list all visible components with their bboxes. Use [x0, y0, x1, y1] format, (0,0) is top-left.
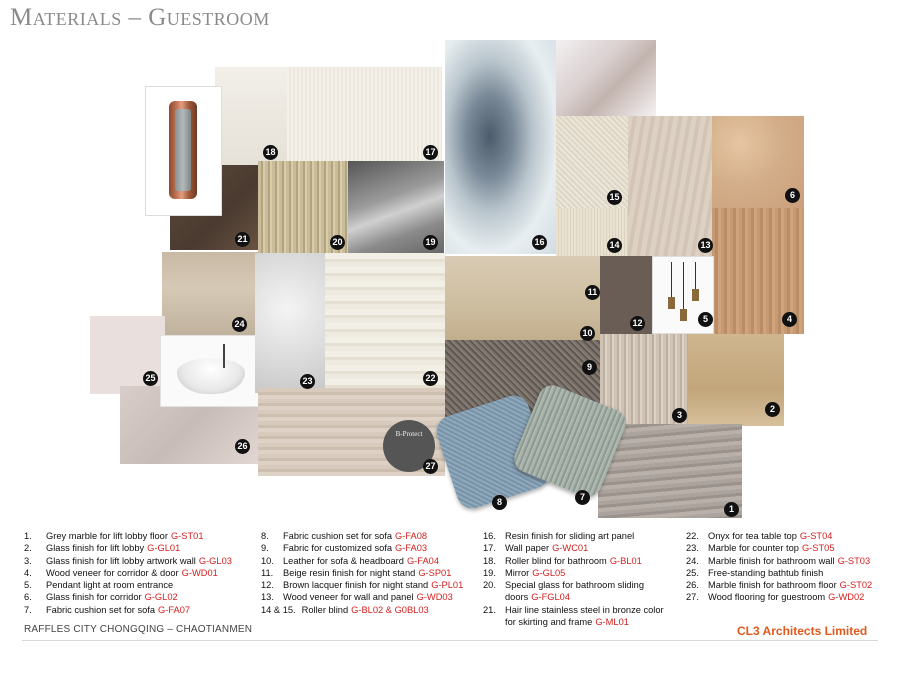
- badge-24: 24: [232, 317, 247, 332]
- image-bronze-frame-sample: [145, 86, 222, 216]
- legend-item: for skirting and frame G-ML01: [505, 617, 629, 628]
- badge-3: 3: [672, 408, 687, 423]
- legend-col-3: [483, 530, 683, 628]
- badge-4: 4: [782, 312, 797, 327]
- legend-item: 25. Free-standing bathtub finish: [686, 567, 824, 578]
- legend-item: 6. Glass finish for corridor G-GL02: [24, 592, 178, 603]
- badge-21: 21: [235, 232, 250, 247]
- legend-item: 2. Glass finish for lift lobby G-GL01: [24, 543, 181, 554]
- legend-item: 26. Marble finish for bathroom floor G-ST02: [686, 580, 873, 591]
- legend-item: 22. Onyx for tea table top G-ST04: [686, 531, 833, 541]
- legend-item: 11. Beige resin finish for night stand G-SP01: [261, 567, 452, 578]
- badge-13: 13: [698, 238, 713, 253]
- badge-25: 25: [143, 371, 158, 386]
- legend-item: 13. Wood veneer for wall and panel G-WD03: [261, 592, 453, 603]
- badge-26: 26: [235, 439, 250, 454]
- b-protect-label: B-Protect: [395, 430, 423, 438]
- legend-item: 20. Special glass for bathroom sliding: [483, 580, 645, 591]
- legend-item: 5. Pendant light at room entrance: [24, 580, 174, 591]
- badge-14: 14: [607, 238, 622, 253]
- legend-col-1: [24, 530, 254, 616]
- legend-item: 1. Grey marble for lift lobby floor G-ST01: [24, 531, 204, 541]
- legend-item: 16. Resin finish for sliding art panel: [483, 531, 635, 541]
- swatch-beige-resin: [600, 256, 655, 334]
- legend-item: 7. Fabric cushion set for sofa G-FA07: [24, 604, 191, 615]
- badge-15: 15: [607, 190, 622, 205]
- legend-item: 19. Mirror G-GL05: [483, 567, 566, 578]
- legend-item: 17. Wall paper G-WC01: [483, 543, 589, 554]
- badge-27: 27: [423, 459, 438, 474]
- image-bathtub: [160, 335, 260, 407]
- legend-item: 24. Marble finish for bathroom wall G-ST03: [686, 555, 871, 566]
- badge-22: 22: [423, 371, 438, 386]
- legend-item: 21. Hair line stainless steel in bronze color: [483, 604, 664, 615]
- legend-item: 9. Fabric for customized sofa G-FA03: [261, 543, 428, 554]
- legend-item: 23. Marble for counter top G-ST05: [686, 543, 835, 554]
- badge-19: 19: [423, 235, 438, 250]
- firm-name: CL3 Architects Limited: [737, 624, 868, 638]
- badge-23: 23: [300, 374, 315, 389]
- badge-8: 8: [492, 495, 507, 510]
- badge-10: 10: [580, 326, 595, 341]
- swatch-art-resin: [445, 40, 557, 254]
- badge-12: 12: [630, 316, 645, 331]
- project-name: RAFFLES CITY CHONGQING – CHAOTIANMEN: [24, 624, 253, 635]
- badge-5: 5: [698, 312, 713, 327]
- swatch-leather: [445, 256, 600, 342]
- badge-20: 20: [330, 235, 345, 250]
- badge-18: 18: [263, 145, 278, 160]
- swatch-art-resin-2: [556, 40, 656, 116]
- legend-item: 10. Leather for sofa & headboard G-FA04: [261, 555, 439, 566]
- badge-17: 17: [423, 145, 438, 160]
- legend-item: 18. Roller blind for bathroom G-BL01: [483, 555, 642, 566]
- badge-7: 7: [575, 490, 590, 505]
- legend-col-4: [686, 530, 896, 604]
- legend-item: 12. Brown lacquer finish for night stand G-PL01: [261, 580, 464, 591]
- badge-1: 1: [724, 502, 739, 517]
- legend-item: 4. Wood veneer for corridor & door G-WD01: [24, 567, 218, 578]
- badge-6: 6: [785, 188, 800, 203]
- badge-9: 9: [582, 360, 597, 375]
- legend-item: 8. Fabric cushion set for sofa G-FA08: [261, 531, 428, 541]
- swatch-wood-veneer-wall: [628, 116, 716, 256]
- badge-16: 16: [532, 235, 547, 250]
- badge-2: 2: [765, 402, 780, 417]
- footer-divider: [22, 640, 878, 641]
- page-title: Materials – Guestroom: [10, 4, 270, 31]
- swatch-counter-marble: [255, 253, 335, 393]
- legend-item: 14 & 15. Roller blind G-BL02 & G0BL03: [261, 604, 429, 615]
- badge-11: 11: [585, 285, 600, 300]
- legend-item: 3. Glass finish for lift lobby artwork wall G-GL03: [24, 555, 232, 566]
- legend-item: 27. Wood flooring for guestroom G-WD02: [686, 592, 865, 603]
- legend-item: doors G-FGL04: [505, 592, 571, 603]
- legend-col-2: [261, 530, 483, 616]
